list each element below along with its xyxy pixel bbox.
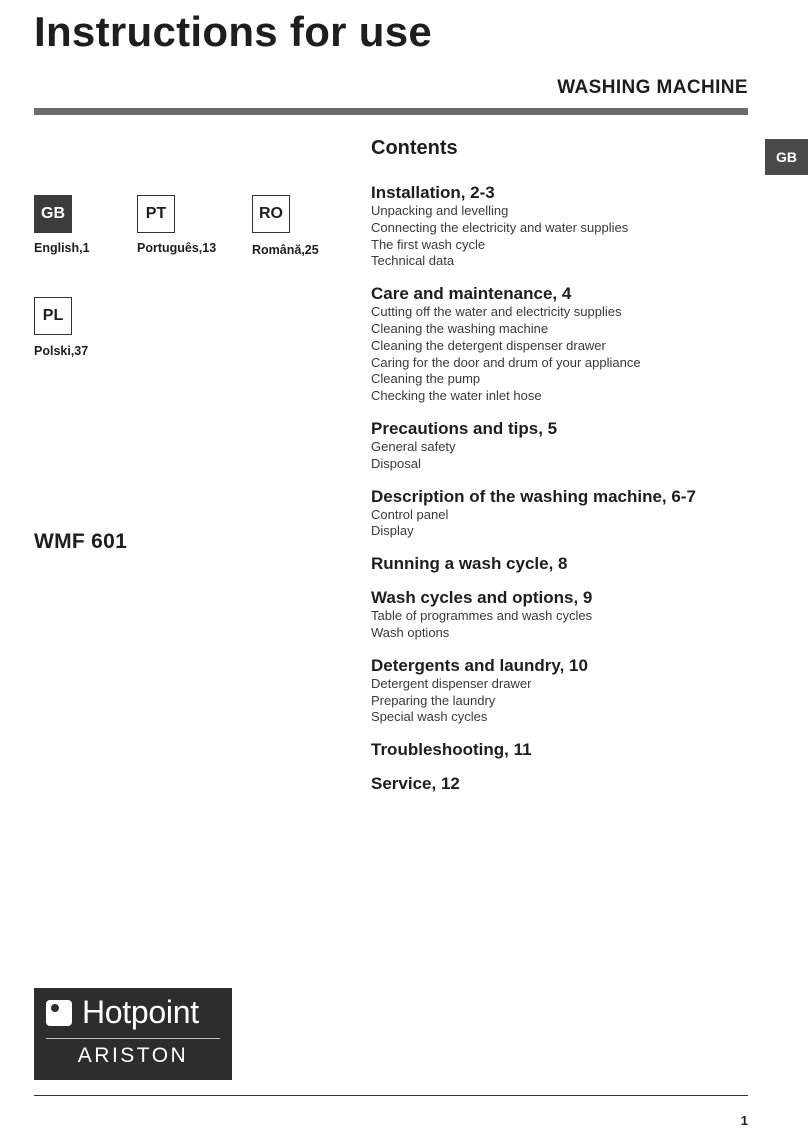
contents-section	[371, 740, 761, 760]
contents-section-title[interactable]: Wash cycles and options, 9	[371, 588, 593, 608]
contents-item[interactable]: Detergent dispenser drawer	[371, 675, 532, 691]
contents-item[interactable]: Cleaning the washing machine	[371, 320, 549, 336]
contents-section-title[interactable]: Running a wash cycle, 8	[371, 554, 568, 574]
language-code-pt: PT	[137, 195, 175, 233]
contents-item[interactable]: Control panel	[371, 506, 449, 522]
contents-section-title[interactable]: Care and maintenance, 4	[371, 284, 572, 304]
logo-sub-text: ARISTON	[77, 1044, 189, 1067]
contents-section	[371, 419, 761, 473]
language-code-ro: RO	[252, 195, 290, 233]
contents-item[interactable]: Display	[371, 523, 414, 539]
logo-brand-text: Hotpoint	[82, 994, 199, 1030]
contents-section-title[interactable]: Troubleshooting, 11	[371, 740, 532, 760]
language-code-gb: GB	[34, 195, 72, 233]
hotpoint-mark-icon	[46, 1000, 72, 1026]
language-label-ro: Română,25	[252, 243, 319, 257]
contents-section	[371, 774, 761, 794]
contents-section	[371, 183, 761, 270]
language-label-pl: Polski,37	[34, 344, 89, 358]
contents-section-title[interactable]: Description of the washing machine, 6-7	[371, 486, 696, 506]
header-divider	[34, 108, 748, 115]
contents-item[interactable]: Cutting off the water and electricity supplies	[371, 304, 622, 320]
footer-divider	[34, 1095, 748, 1096]
contents-section-title[interactable]: Installation, 2-3	[371, 183, 495, 202]
brand-logo	[34, 988, 232, 1080]
logo-divider	[46, 1038, 220, 1039]
language-gb[interactable]	[34, 195, 90, 255]
contents-item[interactable]: The first wash cycle	[371, 236, 486, 252]
language-label-gb: English,1	[34, 241, 90, 255]
contents-item[interactable]: Technical data	[371, 253, 455, 269]
contents-sections	[371, 183, 761, 794]
language-label-pt: Português,13	[137, 241, 217, 255]
model-number: WMF 601	[34, 530, 128, 553]
contents-item[interactable]: Checking the water inlet hose	[371, 388, 542, 404]
contents-item[interactable]: Table of programmes and wash cycles	[371, 608, 593, 624]
contents-heading: Contents	[371, 137, 458, 159]
contents-item[interactable]: Connecting the electricity and water supplies	[371, 219, 629, 235]
contents-section	[371, 588, 761, 642]
contents-item[interactable]: Preparing the laundry	[371, 692, 496, 708]
contents-item[interactable]: Wash options	[371, 624, 450, 640]
contents-section	[371, 487, 761, 541]
contents-section-title[interactable]: Service, 12	[371, 774, 460, 794]
contents-item[interactable]: Disposal	[371, 455, 421, 471]
contents-item[interactable]: Cleaning the detergent dispenser drawer	[371, 337, 606, 353]
language-ro[interactable]	[252, 195, 319, 257]
contents-section	[371, 554, 761, 574]
language-pt[interactable]	[137, 195, 216, 255]
language-code-pl: PL	[34, 297, 72, 335]
contents-item[interactable]: Cleaning the pump	[371, 371, 481, 387]
language-pl[interactable]	[34, 297, 88, 358]
contents-item[interactable]: Caring for the door and drum of your appliance	[371, 354, 641, 370]
contents-item[interactable]: General safety	[371, 438, 456, 454]
page-number: 1	[740, 1113, 748, 1128]
contents-item[interactable]: Special wash cycles	[371, 709, 488, 725]
page-title: Instructions for use	[34, 8, 433, 55]
contents-item[interactable]: Unpacking and levelling	[371, 203, 509, 218]
contents-section	[371, 284, 761, 405]
contents-section-title[interactable]: Detergents and laundry, 10	[371, 655, 588, 675]
contents-section	[371, 656, 761, 726]
language-side-tab[interactable]: GB	[765, 139, 808, 175]
contents-section-title[interactable]: Precautions and tips, 5	[371, 418, 558, 438]
table-of-contents	[371, 137, 761, 808]
product-type: WASHING MACHINE	[557, 77, 748, 98]
